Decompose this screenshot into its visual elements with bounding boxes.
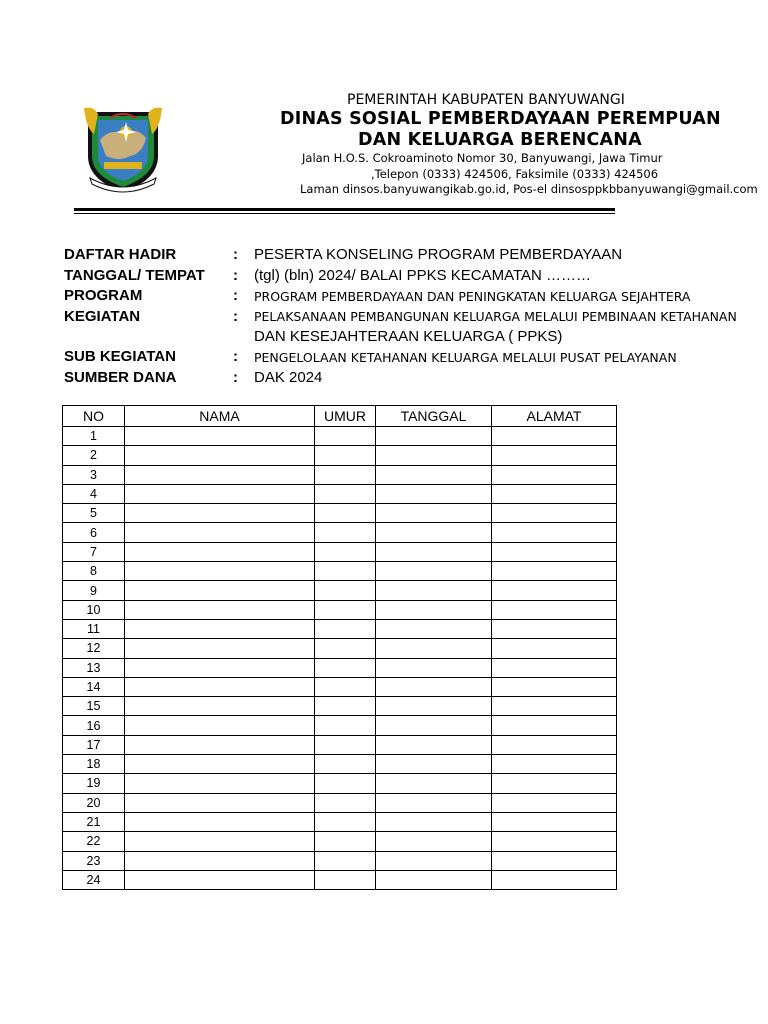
row-number-cell: 15 [63, 697, 125, 716]
date-cell[interactable] [376, 870, 492, 889]
date-cell[interactable] [376, 504, 492, 523]
address-cell[interactable] [492, 427, 617, 446]
name-cell[interactable] [125, 465, 315, 484]
table-header-row [63, 406, 617, 427]
label-sumber-dana: SUMBER DANA [64, 369, 177, 386]
date-cell[interactable] [376, 446, 492, 465]
date-cell[interactable] [376, 774, 492, 793]
date-cell[interactable] [376, 735, 492, 754]
address-cell[interactable] [492, 446, 617, 465]
table-row [63, 523, 617, 542]
address-cell[interactable] [492, 677, 617, 696]
address-cell[interactable] [492, 484, 617, 503]
age-cell[interactable] [315, 504, 376, 523]
name-cell[interactable] [125, 639, 315, 658]
table-row [63, 697, 617, 716]
name-cell[interactable] [125, 562, 315, 581]
value-sumber-dana: DAK 2024 [254, 369, 323, 386]
age-cell[interactable] [315, 735, 376, 754]
office-address: Jalan H.O.S. Cokroaminoto Nomor 30, Banyuwangi, Jawa Timur [302, 151, 663, 165]
date-cell[interactable] [376, 523, 492, 542]
address-cell[interactable] [492, 504, 617, 523]
address-cell[interactable] [492, 716, 617, 735]
colon: : [233, 308, 238, 325]
date-cell[interactable] [376, 639, 492, 658]
table-row [63, 639, 617, 658]
government-name: PEMERINTAH KABUPATEN BANYUWANGI [347, 92, 625, 108]
age-cell[interactable] [315, 581, 376, 600]
value-sub-kegiatan: PENGELOLAAN KETAHANAN KELUARGA MELALUI PUSAT PELAYANAN [254, 350, 677, 365]
date-cell[interactable] [376, 562, 492, 581]
name-cell[interactable] [125, 542, 315, 561]
age-cell[interactable] [315, 658, 376, 677]
age-cell[interactable] [315, 774, 376, 793]
row-number-cell: 22 [63, 832, 125, 851]
name-cell[interactable] [125, 427, 315, 446]
age-cell[interactable] [315, 677, 376, 696]
date-cell[interactable] [376, 832, 492, 851]
age-cell[interactable] [315, 465, 376, 484]
age-cell[interactable] [315, 793, 376, 812]
address-cell[interactable] [492, 465, 617, 484]
date-cell[interactable] [376, 716, 492, 735]
column-header-alamat: ALAMAT [492, 406, 617, 427]
regency-emblem-logo [80, 104, 166, 194]
colon: : [233, 267, 238, 284]
address-cell[interactable] [492, 812, 617, 831]
address-cell[interactable] [492, 735, 617, 754]
address-cell[interactable] [492, 832, 617, 851]
address-cell[interactable] [492, 755, 617, 774]
row-number-cell: 20 [63, 793, 125, 812]
age-cell[interactable] [315, 542, 376, 561]
table-row [63, 562, 617, 581]
header-divider-thin [74, 213, 615, 214]
row-number-cell: 5 [63, 504, 125, 523]
name-cell[interactable] [125, 677, 315, 696]
row-number-cell: 13 [63, 658, 125, 677]
column-header-umur: UMUR [315, 406, 376, 427]
age-cell[interactable] [315, 562, 376, 581]
age-cell[interactable] [315, 697, 376, 716]
label-kegiatan: KEGIATAN [64, 308, 141, 325]
row-number-cell: 10 [63, 600, 125, 619]
name-cell[interactable] [125, 504, 315, 523]
address-cell[interactable] [492, 562, 617, 581]
attendance-table [62, 405, 617, 890]
date-cell[interactable] [376, 427, 492, 446]
attendance-table-body [63, 427, 617, 890]
name-cell[interactable] [125, 735, 315, 754]
table-row [63, 677, 617, 696]
age-cell[interactable] [315, 427, 376, 446]
date-cell[interactable] [376, 619, 492, 638]
date-cell[interactable] [376, 677, 492, 696]
age-cell[interactable] [315, 716, 376, 735]
date-cell[interactable] [376, 581, 492, 600]
table-row [63, 832, 617, 851]
office-website: Laman dinsos.banyuwangikab.go.id, Pos-el dinsosppkbbanyuwangi@gmail.com [300, 182, 758, 196]
column-header-nama: NAMA [125, 406, 315, 427]
date-cell[interactable] [376, 697, 492, 716]
row-number-cell: 7 [63, 542, 125, 561]
table-row [63, 793, 617, 812]
age-cell[interactable] [315, 523, 376, 542]
row-number-cell: 2 [63, 446, 125, 465]
row-number-cell: 18 [63, 755, 125, 774]
row-number-cell: 11 [63, 619, 125, 638]
address-cell[interactable] [492, 697, 617, 716]
address-cell[interactable] [492, 523, 617, 542]
table-row [63, 755, 617, 774]
table-row [63, 658, 617, 677]
table-row [63, 870, 617, 889]
table-row [63, 735, 617, 754]
label-daftar-hadir: DAFTAR HADIR [64, 246, 177, 263]
department-name-line1: DINAS SOSIAL PEMBERDAYAAN PEREMPUAN [280, 109, 721, 129]
row-number-cell: 24 [63, 870, 125, 889]
table-row [63, 851, 617, 870]
name-cell[interactable] [125, 812, 315, 831]
header-divider-thick [74, 208, 615, 211]
address-cell[interactable] [492, 600, 617, 619]
name-cell[interactable] [125, 832, 315, 851]
name-cell[interactable] [125, 851, 315, 870]
date-cell[interactable] [376, 484, 492, 503]
label-sub-kegiatan: SUB KEGIATAN [64, 348, 176, 365]
row-number-cell: 9 [63, 581, 125, 600]
name-cell[interactable] [125, 619, 315, 638]
table-row [63, 600, 617, 619]
row-number-cell: 21 [63, 812, 125, 831]
row-number-cell: 12 [63, 639, 125, 658]
row-number-cell: 8 [63, 562, 125, 581]
address-cell[interactable] [492, 870, 617, 889]
date-cell[interactable] [376, 658, 492, 677]
row-number-cell: 23 [63, 851, 125, 870]
table-row [63, 581, 617, 600]
table-row [63, 504, 617, 523]
date-cell[interactable] [376, 600, 492, 619]
row-number-cell: 14 [63, 677, 125, 696]
table-row [63, 716, 617, 735]
date-cell[interactable] [376, 793, 492, 812]
address-cell[interactable] [492, 851, 617, 870]
date-cell[interactable] [376, 812, 492, 831]
colon: : [233, 348, 238, 365]
table-row [63, 542, 617, 561]
table-row [63, 619, 617, 638]
value-program: PROGRAM PEMBERDAYAAN DAN PENINGKATAN KELUARGA SEJAHTERA [254, 289, 691, 304]
address-cell[interactable] [492, 793, 617, 812]
name-cell[interactable] [125, 658, 315, 677]
address-cell[interactable] [492, 581, 617, 600]
age-cell[interactable] [315, 446, 376, 465]
table-row [63, 484, 617, 503]
row-number-cell: 17 [63, 735, 125, 754]
label-program: PROGRAM [64, 287, 143, 304]
department-name-line2: DAN KELUARGA BERENCANA [358, 130, 642, 150]
name-cell[interactable] [125, 774, 315, 793]
address-cell[interactable] [492, 542, 617, 561]
colon: : [233, 369, 238, 386]
date-cell[interactable] [376, 465, 492, 484]
value-kegiatan-line2: DAN KESEJAHTERAAN KELUARGA ( PPKS) [254, 328, 563, 345]
value-daftar-hadir: PESERTA KONSELING PROGRAM PEMBERDAYAAN [254, 246, 623, 263]
colon: : [233, 246, 238, 263]
row-number-cell: 4 [63, 484, 125, 503]
table-row [63, 446, 617, 465]
name-cell[interactable] [125, 755, 315, 774]
age-cell[interactable] [315, 484, 376, 503]
name-cell[interactable] [125, 581, 315, 600]
row-number-cell: 19 [63, 774, 125, 793]
age-cell[interactable] [315, 619, 376, 638]
address-cell[interactable] [492, 639, 617, 658]
age-cell[interactable] [315, 600, 376, 619]
age-cell[interactable] [315, 870, 376, 889]
address-cell[interactable] [492, 774, 617, 793]
table-row [63, 427, 617, 446]
column-header-no: NO [63, 406, 125, 427]
address-cell[interactable] [492, 658, 617, 677]
office-phone: ,Telepon (0333) 424506, Faksimile (0333) 424506 [371, 167, 659, 181]
colon: : [233, 287, 238, 304]
name-cell[interactable] [125, 446, 315, 465]
age-cell[interactable] [315, 639, 376, 658]
age-cell[interactable] [315, 851, 376, 870]
name-cell[interactable] [125, 697, 315, 716]
date-cell[interactable] [376, 542, 492, 561]
label-tanggal-tempat: TANGGAL/ TEMPAT [64, 267, 205, 284]
name-cell[interactable] [125, 523, 315, 542]
table-row [63, 812, 617, 831]
address-cell[interactable] [492, 619, 617, 638]
age-cell[interactable] [315, 812, 376, 831]
name-cell[interactable] [125, 870, 315, 889]
row-number-cell: 3 [63, 465, 125, 484]
name-cell[interactable] [125, 484, 315, 503]
table-row [63, 774, 617, 793]
age-cell[interactable] [315, 755, 376, 774]
value-kegiatan: PELAKSANAAN PEMBANGUNAN KELUARGA MELALUI PEMBINAAN KETAHANAN [254, 309, 737, 324]
name-cell[interactable] [125, 793, 315, 812]
row-number-cell: 6 [63, 523, 125, 542]
name-cell[interactable] [125, 600, 315, 619]
date-cell[interactable] [376, 851, 492, 870]
age-cell[interactable] [315, 832, 376, 851]
column-header-tanggal: TANGGAL [376, 406, 492, 427]
value-tanggal-tempat: (tgl) (bln) 2024/ BALAI PPKS KECAMATAN ……… [254, 267, 592, 284]
name-cell[interactable] [125, 716, 315, 735]
row-number-cell: 16 [63, 716, 125, 735]
date-cell[interactable] [376, 755, 492, 774]
table-row [63, 465, 617, 484]
row-number-cell: 1 [63, 427, 125, 446]
